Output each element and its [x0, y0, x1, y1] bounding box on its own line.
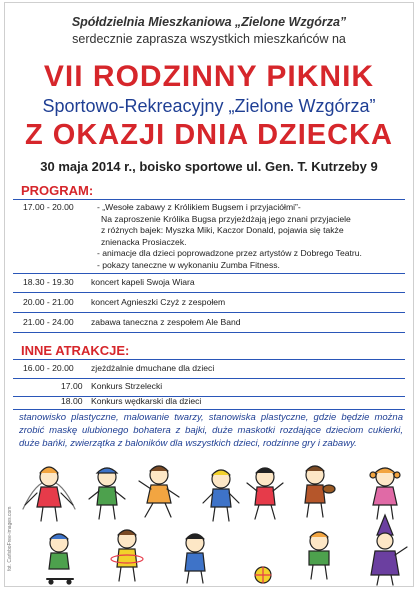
- attraction-text: Konkurs wędkarski dla dzieci: [91, 396, 202, 406]
- organization-name: Spółdzielnia Mieszkaniowa „Zielone Wzgórza”: [71, 15, 347, 29]
- other-attractions-heading: INNE ATRAKCJE:: [21, 343, 130, 358]
- event-occasion: Z OKAZJI DNIA DZIECKA: [25, 119, 393, 151]
- kid-violin-icon: [305, 466, 335, 517]
- program-heading: PROGRAM:: [21, 183, 94, 198]
- kid-ball-icon: [203, 470, 239, 521]
- event-subtitle: Sportowo-Rekreacyjny „Zielone Wzgórza”: [42, 96, 376, 116]
- other-divider: [13, 378, 405, 379]
- kid-pigtails-icon: [370, 468, 400, 519]
- program-divider: [13, 199, 405, 200]
- other-divider: [13, 359, 405, 360]
- kid-running-icon: [139, 466, 179, 517]
- program-divider: [13, 312, 405, 313]
- program-item-line: koncert kapeli Swoja Wiara: [91, 277, 195, 287]
- program-item-line: - pokazy taneczne w wykonaniu Zumba Fitness.: [97, 259, 280, 270]
- image-credit-text: fot. CarlsboFree-images.com: [7, 506, 13, 571]
- event-title: VII RODZINNY PIKNIK: [43, 60, 375, 93]
- attractions-description: stanowisko plastyczne, malowanie twarzy, stanowiska plastyczne, gdzie będzie można zrobić maskę ulubionego bohatera z bajki, duże maskotki rozdające dzieciom cukierki, duże bańki, zwierzątka z baloników dla wszystkich dzieci, rodzinne gry i zabawy.: [19, 412, 403, 449]
- kid-dancing-icon: [247, 468, 283, 519]
- program-item-time: 21.00 - 24.00: [23, 317, 74, 327]
- kid-accordion-icon: [309, 532, 329, 579]
- program-item-line: znienacka Prosiaczek.: [101, 236, 187, 247]
- program-item-line: Na zaproszenie Królika Bugsa przyjeżdżają jego znani przyjaciele: [101, 213, 351, 224]
- program-item-line: - „Wesołe zabawy z Królikiem Bugsem i przyjaciółmi”-: [97, 202, 301, 212]
- image-credit: [7, 459, 17, 579]
- kid-kite-icon: [185, 534, 205, 583]
- program-item-line: z różnych bajek: Myszka Miki, Kaczor Donald, pojawia się także: [101, 225, 344, 235]
- program-divider: [13, 332, 405, 333]
- kid-hoop-icon: [111, 530, 143, 581]
- attraction-text: zjeżdżalnie dmuchane dla dzieci: [91, 363, 215, 373]
- kid-wizard-icon: [371, 515, 407, 585]
- attraction-text: Konkurs Strzelecki: [91, 381, 163, 391]
- program-item-line: - animacje dla dzieci poprowadzone przez artystów z Dobrego Teatru.: [97, 248, 362, 258]
- kid-cap-icon: [89, 468, 125, 519]
- program-item-time: 18.30 - 19.30: [23, 277, 74, 287]
- date-and-place: 30 maja 2014 r., boisko sportowe ul. Gen. T. Kutrzeby 9: [40, 159, 378, 174]
- kid-skateboard-icon: [47, 534, 73, 584]
- program-item-time: 17.00 - 20.00: [23, 202, 74, 212]
- other-divider: [13, 409, 405, 410]
- children-illustration: [19, 459, 411, 587]
- attraction-time: 18.00: [61, 396, 83, 406]
- attraction-time: 16.00 - 20.00: [23, 363, 74, 373]
- program-item-time: 20.00 - 21.00: [23, 297, 74, 307]
- program-item-line: zabawa taneczna z zespołem Ale Band: [91, 317, 241, 327]
- program-item-line: koncert Agnieszki Czyż z zespołem: [91, 297, 226, 307]
- attraction-time: 17.00: [61, 381, 83, 391]
- program-divider: [13, 292, 405, 293]
- kid-jump-rope-icon: [23, 467, 75, 521]
- beach-ball-icon: [255, 567, 271, 583]
- program-divider: [13, 273, 405, 274]
- invitation-line: serdecznie zaprasza wszystkich mieszkańców na: [72, 32, 346, 46]
- poster: [4, 2, 414, 587]
